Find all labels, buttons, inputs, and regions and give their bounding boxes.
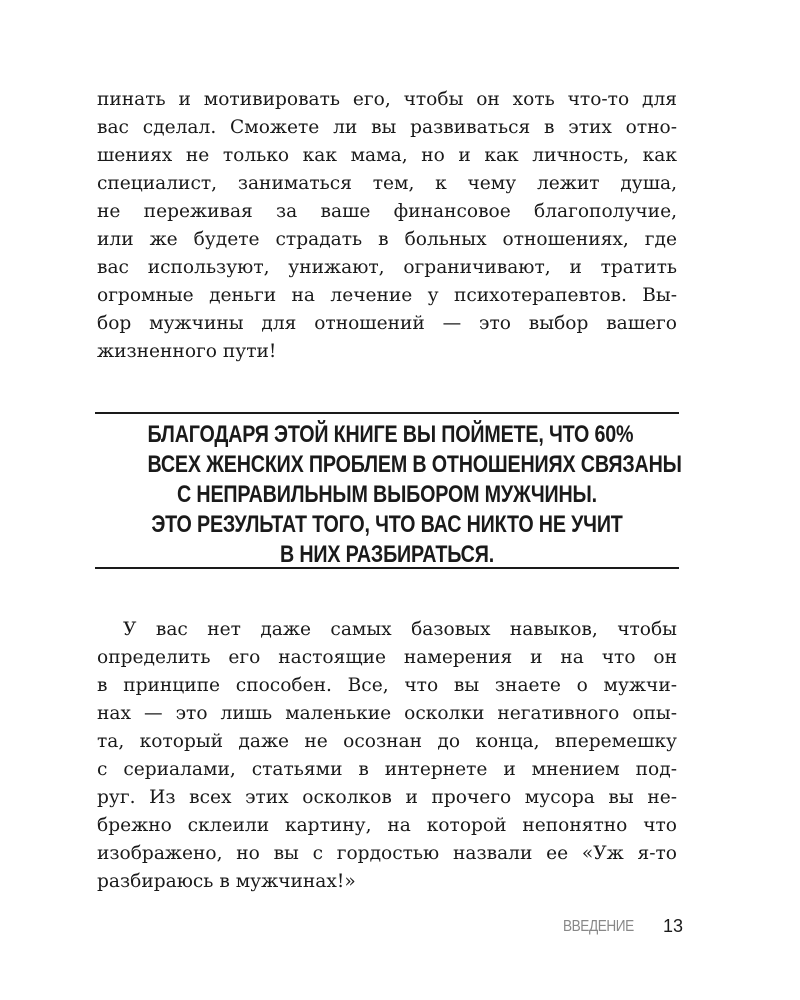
callout-line: С НЕПРАВИЛЬНЫМ ВЫБОРОМ МУЖЧИНЫ. [177, 481, 597, 508]
running-footer-section: ВВЕДЕНИЕ [563, 918, 634, 935]
text-line: нах — это лишь маленькие осколки негативного опы- [97, 703, 677, 724]
text-line: или же будете страдать в больных отношениях, где [97, 229, 677, 250]
callout-text [95, 420, 682, 570]
callout-line: В НИХ РАЗБИРАТЬСЯ. [279, 541, 495, 568]
body-paragraph-2 [97, 616, 677, 896]
text-line: жизненного пути! [97, 341, 277, 362]
page-number: 13 [663, 916, 684, 936]
text-line: с сериалами, статьями в интернете и мнением под- [97, 759, 677, 780]
text-line: в принципе способен. Все, что вы знаете о мужчи- [97, 675, 677, 696]
callout-box [95, 412, 682, 569]
callout-line: ВСЕХ ЖЕНСКИХ ПРОБЛЕМ В ОТНОШЕНИЯХ СВЯЗАНЫ [147, 451, 682, 478]
text-line: вас используют, унижают, ограничивают, и тратить [97, 257, 677, 278]
text-line: определить его настоящие намерения и на что он [97, 647, 677, 668]
text-line: специалист, заниматься тем, к чему лежит душа, [97, 173, 677, 194]
text-line: вас сделал. Сможете ли вы развиваться в этих отно- [97, 117, 677, 138]
text-line: разбираюсь в мужчинах!» [97, 871, 356, 892]
text-line: изображено, но вы с гордостью назвали ее «Уж я-то [97, 843, 677, 864]
callout-line: ЭТО РЕЗУЛЬТАТ ТОГО, ЧТО ВАС НИКТО НЕ УЧИТ [151, 511, 623, 538]
text-line: не переживая за ваше финансовое благополучие, [97, 201, 677, 222]
text-line: огромные деньги на лечение у психотерапевтов. Вы- [97, 285, 677, 306]
text-line: шениях не только как мама, но и как личность, как [97, 145, 677, 166]
callout-line: БЛАГОДАРЯ ЭТОЙ КНИГЕ ВЫ ПОЙМЕТЕ, ЧТО 60% [147, 421, 634, 448]
text-line: руг. Из всех этих осколков и прочего мусора вы не- [97, 787, 677, 808]
body-paragraph-1 [97, 86, 677, 366]
text-line: У вас нет даже самых базовых навыков, чтобы [123, 619, 677, 640]
text-line: бор мужчины для отношений — это выбор вашего [97, 313, 677, 334]
text-line: пинать и мотивировать его, чтобы он хоть что-то для [97, 89, 677, 110]
text-line: брежно склеили картину, на которой непонятно что [97, 815, 677, 836]
text-line: та, который даже не осознан до конца, вперемешку [97, 731, 677, 752]
